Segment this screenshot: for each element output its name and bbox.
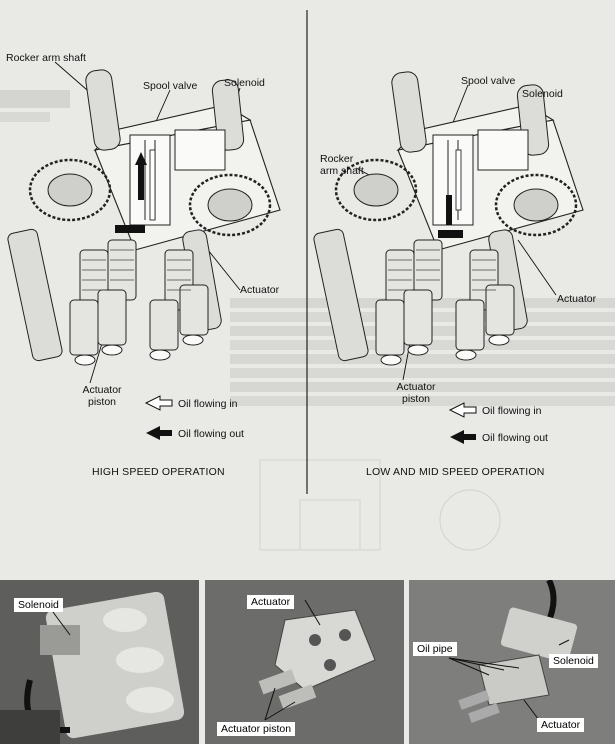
caption-low-mid-speed: LOW AND MID SPEED OPERATION — [366, 466, 545, 478]
legend-oil-out-arrow — [146, 426, 172, 440]
legend-oil-out-label-right: Oil flowing out — [482, 432, 548, 444]
label-rocker-arm-shaft-right: Rocker arm shaft — [320, 153, 364, 177]
legend-oil-in-label-right: Oil flowing in — [482, 405, 542, 417]
photo-actuator — [205, 580, 404, 744]
low-mid-speed-diagram — [308, 0, 615, 500]
label-spool-valve: Spool valve — [143, 80, 198, 92]
legend-oil-in-arrow-right — [450, 403, 476, 417]
label-actuator-piston: Actuator piston — [82, 384, 122, 408]
label-rocker-arm-shaft: Rocker arm shaft — [6, 52, 86, 64]
legend-oil-in-label: Oil flowing in — [178, 398, 238, 410]
tag-solenoid-photo3: Solenoid — [549, 654, 598, 668]
tag-actuator-photo3: Actuator — [537, 718, 584, 732]
legend-oil-out-label: Oil flowing out — [178, 428, 244, 440]
label-spool-valve-right: Spool valve — [461, 75, 516, 87]
label-solenoid: Solenoid — [224, 77, 265, 89]
high-speed-engine-drawing — [0, 0, 307, 500]
label-solenoid-right: Solenoid — [522, 88, 563, 100]
tag-oil-pipe-photo3: Oil pipe — [413, 642, 457, 656]
high-speed-diagram — [0, 0, 307, 500]
legend-oil-out-arrow-right — [450, 430, 476, 444]
tag-actuator-piston-photo2: Actuator piston — [217, 722, 295, 736]
photo-solenoid-on-engine — [0, 580, 199, 744]
legend-oil-in-arrow — [146, 396, 172, 410]
photo2-drawing — [205, 580, 404, 744]
tag-actuator-photo2: Actuator — [247, 595, 294, 609]
photo-oil-pipe-solenoid-actuator — [409, 580, 615, 744]
tag-solenoid-photo1: Solenoid — [14, 598, 63, 612]
label-actuator: Actuator — [240, 284, 280, 296]
caption-high-speed: HIGH SPEED OPERATION — [92, 466, 225, 478]
label-actuator-piston-right: Actuator piston — [396, 381, 436, 405]
label-actuator-right: Actuator — [557, 293, 597, 305]
